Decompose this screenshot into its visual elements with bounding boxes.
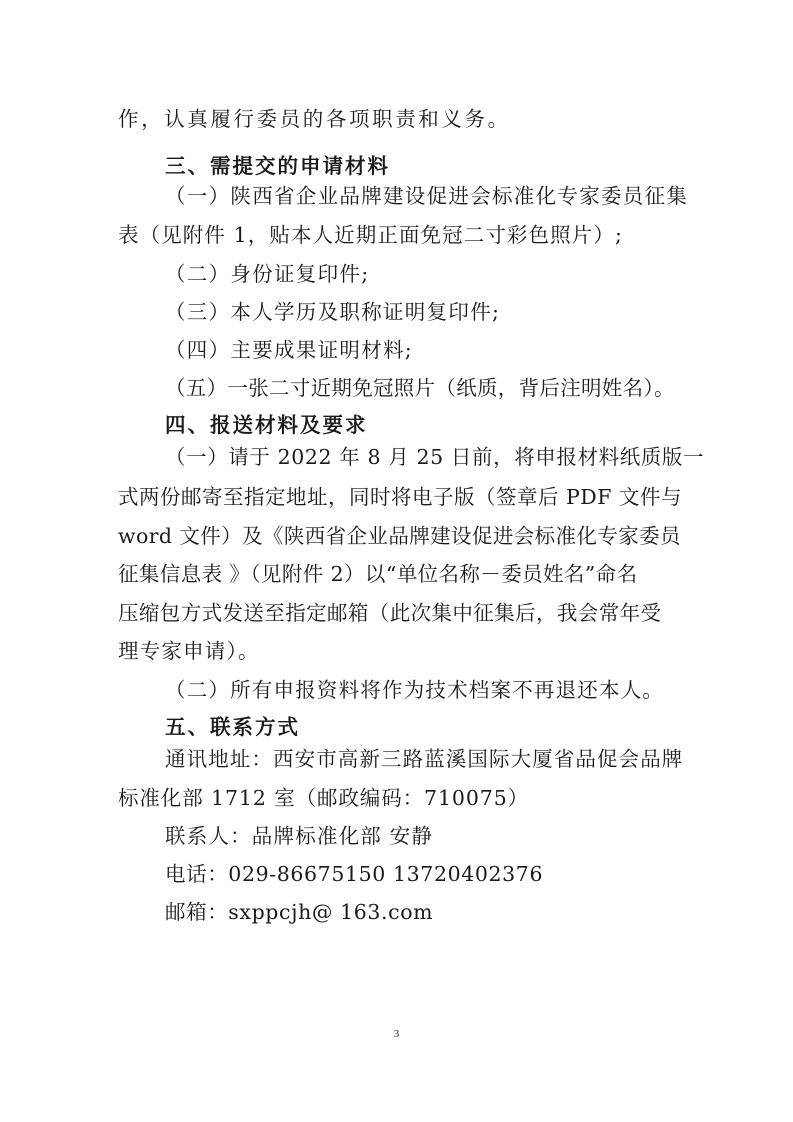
body-line-1: 作，认真履行委员的各项职责和义务。: [118, 107, 511, 131]
contact-address-line-1: 通讯地址：西安市高新三路蓝溪国际大厦省品促会品牌: [165, 747, 684, 771]
body-line-3: （一）陕西省企业品牌建设促进会标准化专家委员征集: [165, 184, 689, 208]
page-number: 3: [393, 1028, 400, 1040]
section-heading-5: 五、联系方式: [165, 715, 300, 739]
body-line-6: （三）本人学历及职称证明复印件;: [165, 300, 501, 324]
body-line-5: （二）身份证复印件;: [165, 262, 370, 286]
contact-phone: 电话：029-86675150 13720402376: [165, 862, 544, 886]
body-line-4: 表（见附件 1，贴本人近期正面免冠二寸彩色照片）;: [118, 223, 623, 247]
section-heading-3: 三、需提交的申请材料: [165, 154, 390, 178]
body-line-11: 式两份邮寄至指定地址，同时将电子版（签章后 PDF 文件与: [118, 485, 682, 509]
body-line-16: （二）所有申报资料将作为技术档案不再退还本人。: [165, 678, 665, 702]
section-heading-4: 四、报送材料及要求: [165, 413, 368, 437]
body-line-12: word 文件）及《陕西省企业品牌建设促进会标准化专家委员: [118, 524, 681, 548]
contact-address-line-2: 标准化部 1712 室（邮政编码：710075）: [118, 786, 530, 810]
contact-person: 联系人：品牌标准化部 安静: [165, 824, 434, 848]
body-line-14: 压缩包方式发送至指定邮箱（此次集中征集后，我会常年受: [118, 601, 662, 625]
body-line-10: （一）请于 2022 年 8 月 25 日前，将申报材料纸质版一: [165, 445, 705, 469]
body-line-13: 征集信息表 》（见附件 2）以“单位名称－委员姓名”命名: [118, 562, 638, 586]
body-line-7: （四）主要成果证明材料;: [165, 338, 414, 362]
body-line-8: （五）一张二寸近期免冠照片（纸质，背后注明姓名）。: [165, 376, 675, 400]
contact-email: 邮箱：sxppcjh@ 163.com: [165, 900, 434, 924]
body-line-15: 理专家申请）。: [118, 639, 260, 663]
